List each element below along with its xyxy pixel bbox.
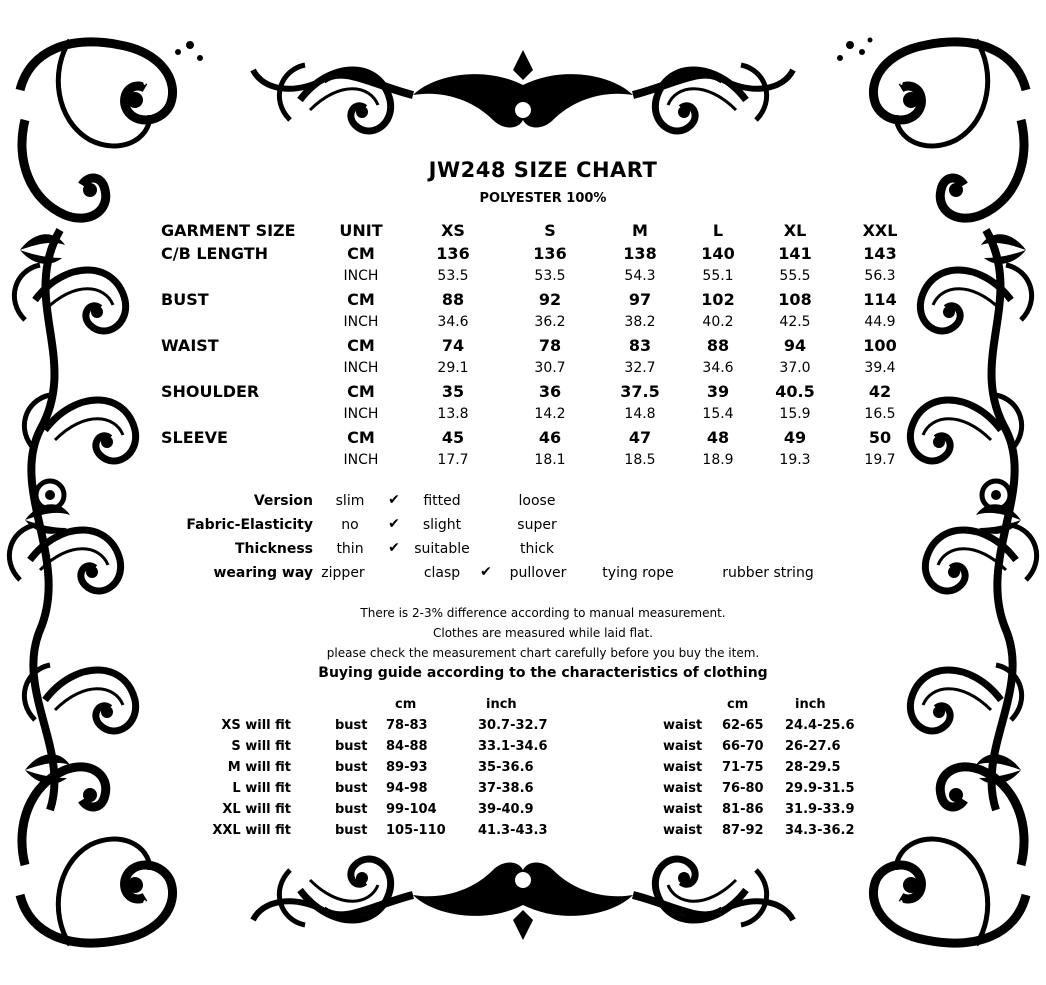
value-inch: 18.1 xyxy=(534,452,566,468)
attribute-option: thick xyxy=(519,541,555,557)
guide-waist-label: waist xyxy=(663,781,703,796)
value-cm: 100 xyxy=(863,336,897,355)
check-icon: ✔ xyxy=(388,516,400,532)
value-inch: 14.2 xyxy=(534,406,566,422)
guide-waist-cm: 81-86 xyxy=(722,802,764,817)
unit-header: UNIT xyxy=(339,221,383,240)
garment-size-header: GARMENT SIZE xyxy=(161,221,296,240)
value-cm: 141 xyxy=(778,244,812,263)
measure-name: SLEEVE xyxy=(161,428,228,447)
value-inch: 14.8 xyxy=(624,406,656,422)
value-cm: 92 xyxy=(538,290,562,309)
note-line: please check the measurement chart carefully before you buy the item. xyxy=(326,646,760,660)
attribute-option: suitable xyxy=(414,541,470,557)
size-header: S xyxy=(544,221,556,240)
value-inch: 55.5 xyxy=(779,268,811,284)
value-inch: 55.1 xyxy=(702,268,734,284)
guide-waist-cm: 71-75 xyxy=(722,760,764,775)
value-cm: 40.5 xyxy=(775,382,815,401)
guide-bust-inch: 41.3-43.3 xyxy=(478,823,548,838)
guide-waist-label: waist xyxy=(663,718,703,733)
guide-fit-label: XS will fit xyxy=(221,718,291,733)
value-cm: 94 xyxy=(783,336,807,355)
attribute-option: loose xyxy=(518,493,556,509)
guide-bust-inch: 30.7-32.7 xyxy=(478,718,548,733)
value-cm: 42 xyxy=(868,382,892,401)
unit-cm: CM xyxy=(347,428,375,447)
attribute-option: clasp xyxy=(423,565,461,581)
value-inch: 34.6 xyxy=(702,360,734,376)
value-cm: 47 xyxy=(628,428,652,447)
guide-bust-label: bust xyxy=(335,718,368,733)
value-inch: 39.4 xyxy=(864,360,896,376)
guide-waist-inch: 29.9-31.5 xyxy=(785,781,855,796)
guide-waist-label: waist xyxy=(663,739,703,754)
value-cm: 36 xyxy=(538,382,562,401)
value-cm: 45 xyxy=(441,428,465,447)
check-icon: ✔ xyxy=(480,564,492,580)
measure-name: BUST xyxy=(161,290,209,309)
guide-bust-inch: 33.1-34.6 xyxy=(478,739,548,754)
value-cm: 39 xyxy=(706,382,730,401)
guide-waist-cm: 76-80 xyxy=(722,781,764,796)
guide-waist-inch: 31.9-33.9 xyxy=(785,802,855,817)
guide-waist-inch: 28-29.5 xyxy=(785,760,841,775)
value-cm: 88 xyxy=(706,336,730,355)
value-inch: 18.9 xyxy=(702,452,734,468)
value-cm: 136 xyxy=(436,244,470,263)
guide-bust-cm: 105-110 xyxy=(386,823,446,838)
value-inch: 53.5 xyxy=(437,268,469,284)
unit-inch: INCH xyxy=(343,452,379,468)
value-inch: 38.2 xyxy=(624,314,656,330)
guide-bust-label: bust xyxy=(335,760,368,775)
attribute-label: Version xyxy=(253,493,313,509)
guide-cm-header: cm xyxy=(395,697,417,712)
measure-name: WAIST xyxy=(161,336,219,355)
guide-bust-cm: 99-104 xyxy=(386,802,437,817)
value-inch: 53.5 xyxy=(534,268,566,284)
value-cm: 37.5 xyxy=(620,382,660,401)
value-inch: 32.7 xyxy=(624,360,656,376)
attribute-label: Thickness xyxy=(234,541,313,557)
value-inch: 56.3 xyxy=(864,268,896,284)
attribute-option: fitted xyxy=(423,493,461,509)
value-inch: 19.3 xyxy=(779,452,811,468)
attribute-option: zipper xyxy=(321,565,365,581)
value-inch: 36.2 xyxy=(534,314,566,330)
value-inch: 17.7 xyxy=(437,452,469,468)
note-line: Clothes are measured while laid flat. xyxy=(433,626,653,640)
value-cm: 48 xyxy=(706,428,730,447)
attribute-option: slight xyxy=(422,517,462,533)
guide-bust-label: bust xyxy=(335,781,368,796)
value-inch: 37.0 xyxy=(779,360,811,376)
guide-waist-label: waist xyxy=(663,823,703,838)
guide-bust-cm: 84-88 xyxy=(386,739,428,754)
page-title: JW248 SIZE CHART xyxy=(428,158,658,182)
guide-bust-inch: 35-36.6 xyxy=(478,760,534,775)
size-header: M xyxy=(632,221,648,240)
value-inch: 15.4 xyxy=(702,406,734,422)
value-inch: 54.3 xyxy=(624,268,656,284)
value-cm: 35 xyxy=(441,382,465,401)
value-inch: 30.7 xyxy=(534,360,566,376)
unit-inch: INCH xyxy=(343,406,379,422)
value-cm: 108 xyxy=(778,290,812,309)
guide-waist-inch: 34.3-36.2 xyxy=(785,823,855,838)
size-header: XL xyxy=(783,221,807,240)
value-cm: 49 xyxy=(783,428,807,447)
guide-bust-label: bust xyxy=(335,823,368,838)
value-inch: 29.1 xyxy=(437,360,469,376)
value-cm: 102 xyxy=(701,290,735,309)
guide-inch-header: inch xyxy=(486,697,517,712)
guide-waist-label: waist xyxy=(663,760,703,775)
value-cm: 74 xyxy=(441,336,465,355)
value-inch: 13.8 xyxy=(437,406,469,422)
value-cm: 143 xyxy=(863,244,897,263)
guide-bust-inch: 39-40.9 xyxy=(478,802,534,817)
guide-fit-label: L will fit xyxy=(232,781,291,796)
guide-bust-cm: 78-83 xyxy=(386,718,428,733)
guide-inch-header: inch xyxy=(795,697,826,712)
guide-fit-label: XL will fit xyxy=(222,802,291,817)
guide-waist-label: waist xyxy=(663,802,703,817)
value-inch: 44.9 xyxy=(864,314,896,330)
attribute-option: no xyxy=(341,517,359,533)
value-cm: 88 xyxy=(441,290,465,309)
measure-name: SHOULDER xyxy=(161,382,260,401)
value-cm: 78 xyxy=(538,336,562,355)
size-header: XXL xyxy=(862,221,898,240)
value-inch: 18.5 xyxy=(624,452,656,468)
value-cm: 46 xyxy=(538,428,562,447)
guide-fit-label: XXL will fit xyxy=(212,823,291,838)
check-icon: ✔ xyxy=(388,540,400,556)
note-line: There is 2-3% difference according to manual measurement. xyxy=(360,606,726,620)
attribute-option: super xyxy=(517,517,557,533)
unit-cm: CM xyxy=(347,290,375,309)
value-cm: 50 xyxy=(868,428,892,447)
attribute-label: Fabric-Elasticity xyxy=(186,517,313,533)
guide-bust-label: bust xyxy=(335,739,368,754)
buying-guide-title: Buying guide according to the characteristics of clothing xyxy=(318,665,768,681)
unit-cm: CM xyxy=(347,382,375,401)
value-inch: 40.2 xyxy=(702,314,734,330)
value-cm: 97 xyxy=(628,290,652,309)
guide-bust-cm: 94-98 xyxy=(386,781,428,796)
unit-inch: INCH xyxy=(343,268,379,284)
unit-cm: CM xyxy=(347,336,375,355)
unit-cm: CM xyxy=(347,244,375,263)
page-subtitle: POLYESTER 100% xyxy=(479,191,607,206)
value-cm: 114 xyxy=(863,290,897,309)
value-cm: 138 xyxy=(623,244,657,263)
attribute-option: slim xyxy=(335,493,365,509)
guide-fit-label: M will fit xyxy=(227,760,291,775)
measure-name: C/B LENGTH xyxy=(161,244,269,263)
unit-inch: INCH xyxy=(343,360,379,376)
value-cm: 83 xyxy=(628,336,652,355)
check-icon: ✔ xyxy=(388,492,400,508)
value-inch: 16.5 xyxy=(864,406,896,422)
attribute-option: thin xyxy=(336,541,364,557)
unit-inch: INCH xyxy=(343,314,379,330)
attribute-option: rubber string xyxy=(722,565,814,581)
value-cm: 136 xyxy=(533,244,567,263)
value-inch: 19.7 xyxy=(864,452,896,468)
guide-fit-label: S will fit xyxy=(231,739,291,754)
guide-waist-cm: 87-92 xyxy=(722,823,764,838)
size-header: L xyxy=(712,221,724,240)
attribute-option: tying rope xyxy=(602,565,674,581)
guide-waist-inch: 24.4-25.6 xyxy=(785,718,855,733)
guide-bust-label: bust xyxy=(335,802,368,817)
guide-waist-inch: 26-27.6 xyxy=(785,739,841,754)
value-inch: 42.5 xyxy=(779,314,811,330)
guide-waist-cm: 66-70 xyxy=(722,739,764,754)
guide-bust-inch: 37-38.6 xyxy=(478,781,534,796)
value-inch: 34.6 xyxy=(437,314,469,330)
size-header: XS xyxy=(441,221,465,240)
attribute-label: wearing way xyxy=(213,565,313,581)
value-cm: 140 xyxy=(701,244,735,263)
attribute-option: pullover xyxy=(509,565,567,581)
guide-cm-header: cm xyxy=(727,697,749,712)
guide-waist-cm: 62-65 xyxy=(722,718,764,733)
value-inch: 15.9 xyxy=(779,406,811,422)
guide-bust-cm: 89-93 xyxy=(386,760,428,775)
